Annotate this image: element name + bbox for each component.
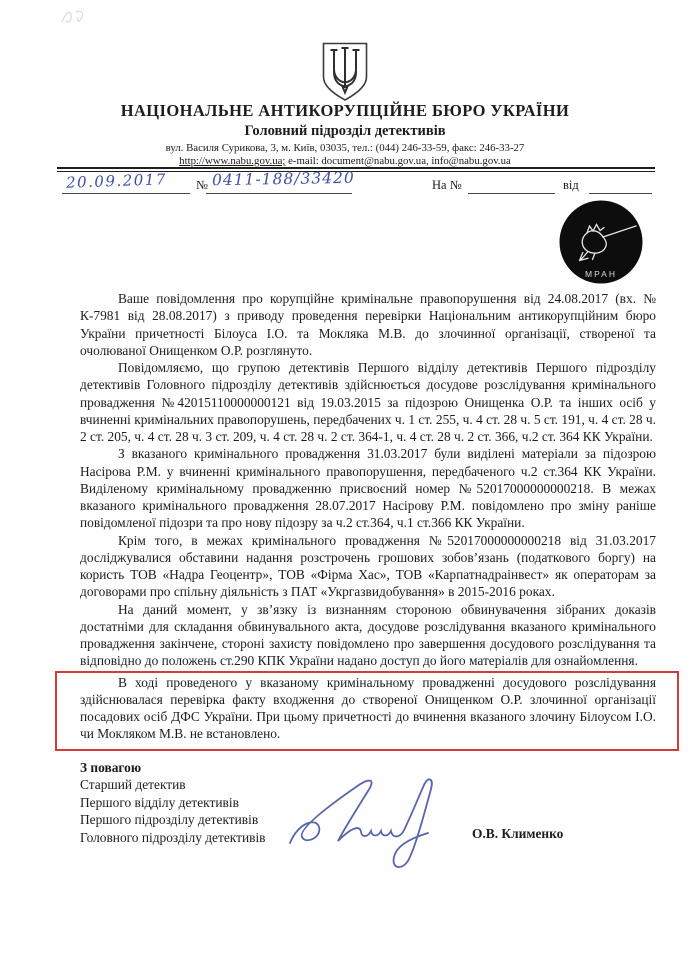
body-paragraph: З вказаного кримінального провадження 31.03.2017 були виділені матеріали за підозрою Насірова Р.М. у вчиненні кримінального правопорушення, передбаченого ч.2 ст.364 КК України. Виділеному кримінальному провадженню присвоєний номер №52017000000000218. В межах вказаного кримінального провадження 28.07.2017 Насірову Р.М. повідомлено про зміну раніше повідомленої підозри та про нову підозру за ч.2 ст.364, ч.1 ст.366 КК України. — [80, 446, 656, 531]
signer-position-line: Першого підрозділу детективів — [80, 812, 259, 827]
date-underline — [62, 193, 190, 194]
handwritten-date: 20.09.2017 — [65, 170, 168, 192]
highlighted-paragraph: В ході проведеного у вказаному кримінальному провадженні досудового розслідування здійснювалася перевірка факту входження до створеної Онищенком О.Р. злочинної організації посадових осіб ДФС України. При цьому причетності до вчинення вказаного злочину Білоусом І.О. чи Мокляком М.В. не встановлено. — [80, 674, 656, 742]
body-paragraph: Крім того, в межах кримінального провадження №52017000000000218 від 31.03.2017 досліджувалися обставини надання розстрочень грошових зобов’язань (податкового боргу) на користь ТОВ «Надра Геоцентр», ТОВ «Фірма Хас», ТОВ «Карпатнадраінвест» як операторам за договорами про спільну діяльність з ПАТ «Укргазвидобування» в 2015-2016 роках. — [80, 532, 656, 600]
handwritten-outgoing-number: 0411-188/33420 — [211, 168, 355, 190]
body-paragraph: Повідомляємо, що групою детективів Першого відділу детективів Першого підрозділу детективів Головного підрозділу детективів здійснюється досудове розслідування кримінального провадження №42015110000000121 від 19.03.2015 за підозрою Онищенка О.Р. та інших осіб у вчиненні кримінальних правопорушень, передбачених ч. 1 ст. 255, ч. 4 ст. 28 ч. 5 ст. 191, ч. 4 ст. 28 ч. 2 ст. 205, ч. 4 ст. 28 ч. 3 ст. 209, ч. 4 ст. 28 ч. 2 ст. 364-1, ч. 4 ст. 28 ч. 2 ст. 366, ч.2 ст. 364 КК України. — [80, 360, 656, 444]
signer-position-line: Головного підрозділу детективів — [80, 829, 266, 845]
org-name: НАЦІОНАЛЬНЕ АНТИКОРУПЦІЙНЕ БЮРО УКРАЇНИ — [120, 101, 570, 120]
ukraine-trident-emblem — [320, 41, 370, 103]
highlighted-paragraph-box — [55, 671, 679, 751]
number-underline — [206, 193, 352, 194]
handwritten-signature — [278, 771, 478, 876]
website-url: http://www.nabu.gov.ua; — [179, 155, 286, 167]
body-paragraph: На даний момент, у зв’язку із визнанням стороною обвинувачення зібраних доказів достатніми для складання обвинувального акта, досудове розслідування вказаного кримінального провадження закінчене, стороні захисту повідомлено про завершення досудового розслідування та відповідно до положень ст.290 КПК України надано доступ до його матеріалів для ознайомлення. — [80, 601, 656, 669]
department-name: Головний підрозділ детективів — [244, 123, 446, 139]
signer-position-line: Першого відділу детективів — [80, 794, 239, 810]
address-line: вул. Василя Сурикова, 3, м. Київ, 03035, тел.: (044) 246-33-59, факс: 246-33-27 — [165, 142, 525, 154]
email-addresses: e-mail: document@nabu.gov.ua, info@nabu.gov.ua — [285, 155, 511, 167]
signer-name: О.В. Клименко — [472, 825, 564, 841]
body-paragraph: Ваше повідомлення про корупційне кримінальне правопорушення від 24.08.2017 (вх. № К-7981 від 28.08.2017) з приводу проведення перевірки Національним антикорупційним бюро України причетності Білоуса І.О. та Мокляка М.В. до злочинної організації, створеної та очолюваної Онищенком О.Р. розглянуто. — [80, 291, 656, 358]
pencil-mark — [58, 6, 92, 28]
contact-line — [0, 155, 690, 167]
reply-number-underline — [468, 193, 555, 194]
salutation: З повагою — [80, 759, 142, 775]
number-sign-label: № — [196, 178, 208, 192]
reply-date-underline — [589, 193, 652, 194]
closing-block — [80, 759, 656, 847]
letter-body — [80, 290, 656, 846]
signer-position-line: Старший детектив — [80, 777, 186, 792]
reply-to-label: На № — [432, 178, 462, 192]
stamp-text: МРАН — [585, 269, 617, 279]
reply-date-label: від — [563, 178, 579, 192]
marlin-watermark-stamp — [559, 200, 643, 284]
